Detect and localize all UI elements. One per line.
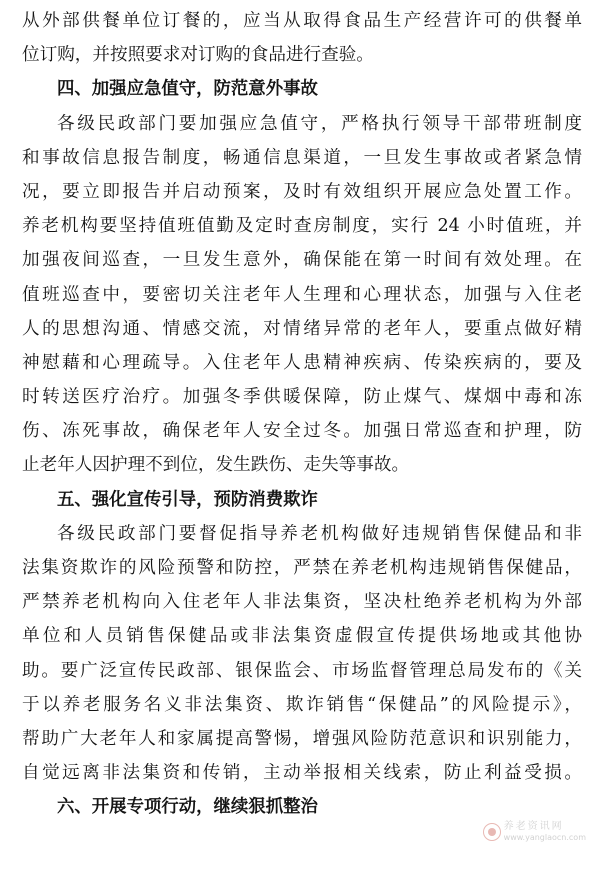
body-text-line [22,688,582,722]
line-text: 各级民政部门要督促指导养老机构做好违规销售保健品和非 [57,523,582,544]
line-text: 况，要立即报告并启动预案，及时有效组织开展应急处置工作。 [22,181,582,202]
line-text: 人的思想沟通、情感交流，对情绪异常的老年人，要重点做好精 [22,318,582,339]
watermark-site-name: 养老资讯网 [503,821,564,832]
line-text: 各级民政部门要加强应急值守，严格执行领导干部带班制度 [57,113,582,134]
line-text: 和事故信息报告制度，畅通信息渠道，一旦发生事故或者紧急情 [22,147,582,168]
body-text-line [22,517,582,551]
watermark-text [504,821,586,843]
body-text-line [22,312,582,346]
body-text-line [22,243,582,277]
body-text-line [22,175,582,209]
line-text: 伤、冻死事故，确保老年人安全过冬。加强日常巡查和护理，防 [22,421,582,442]
body-text-line [22,38,582,72]
line-text: 单位和人员销售保健品或非法集资虚假宣传提供场地或其他协 [22,626,582,647]
line-text: 从外部供餐单位订餐的，应当从取得食品生产经营许可的供餐单 [22,11,582,31]
line-text: 助。要广泛宣传民政部、银保监会、市场监督管理总局发布的《关 [22,660,582,681]
line-text: 位订购，并按照要求对订购的食品进行查验。 [22,45,374,66]
watermark-url: www.yanglaocn.com [503,833,586,842]
body-text-line [22,756,582,790]
line-text: 法集资欺诈的风险预警和防控，严禁在养老机构违规销售保健品， [22,558,582,578]
line-text: 四、加强应急值守，防范意外事故 [57,79,318,100]
body-text-line [22,346,582,380]
body-text-line [22,107,582,141]
body-text-line [22,654,582,688]
body-text-line [22,209,582,243]
line-text: 止老年人因护理不到位，发生跌伤、走失等事故。 [22,455,410,476]
body-text-line [22,448,582,482]
line-text: 于以养老服务名义非法集资、欺诈销售“保健品”的风险提示》， [22,694,582,715]
line-text: 五、强化宣传引导，预防消费欺诈 [57,489,318,510]
line-text: 加强夜间巡查，一旦发生意外，确保能在第一时间有效处理。在 [22,250,582,271]
body-text-line [22,551,582,585]
line-text: 自觉远离非法集资和传销，主动举报相关线索，防止利益受损。 [22,763,582,784]
body-text-line [22,278,582,312]
line-text: 神慰藉和心理疏导。入住老年人患精神疾病、传染疾病的，要及 [22,352,582,373]
section-heading [22,483,582,517]
watermark [483,821,586,843]
body-text-line [22,722,582,756]
section-heading [22,790,582,824]
body-text-line [22,619,582,653]
document-body [22,4,582,825]
line-text: 严禁养老机构向入住老年人非法集资，坚决杜绝养老机构为外部 [22,592,582,613]
line-text: 时转送医疗治疗。加强冬季供暖保障，防止煤气、煤烟中毒和冻 [22,387,582,408]
line-text: 帮助广大老年人和家属提高警惕，增强风险防范意识和识别能力， [22,728,582,749]
body-text-line [22,380,582,414]
line-text: 六、开展专项行动，继续狠抓整治 [57,797,318,818]
body-text-line [22,414,582,448]
line-text: 值班巡查中，要密切关注老年人生理和心理状态，加强与入住老 [22,284,582,305]
body-text-line [22,585,582,619]
body-text-line [22,4,582,38]
seal-logo-icon [483,823,501,841]
body-text-line [22,141,582,175]
section-heading [22,72,582,106]
line-text: 养老机构要坚持值班值勤及定时查房制度，实行 24 小时值班，并 [22,216,582,237]
